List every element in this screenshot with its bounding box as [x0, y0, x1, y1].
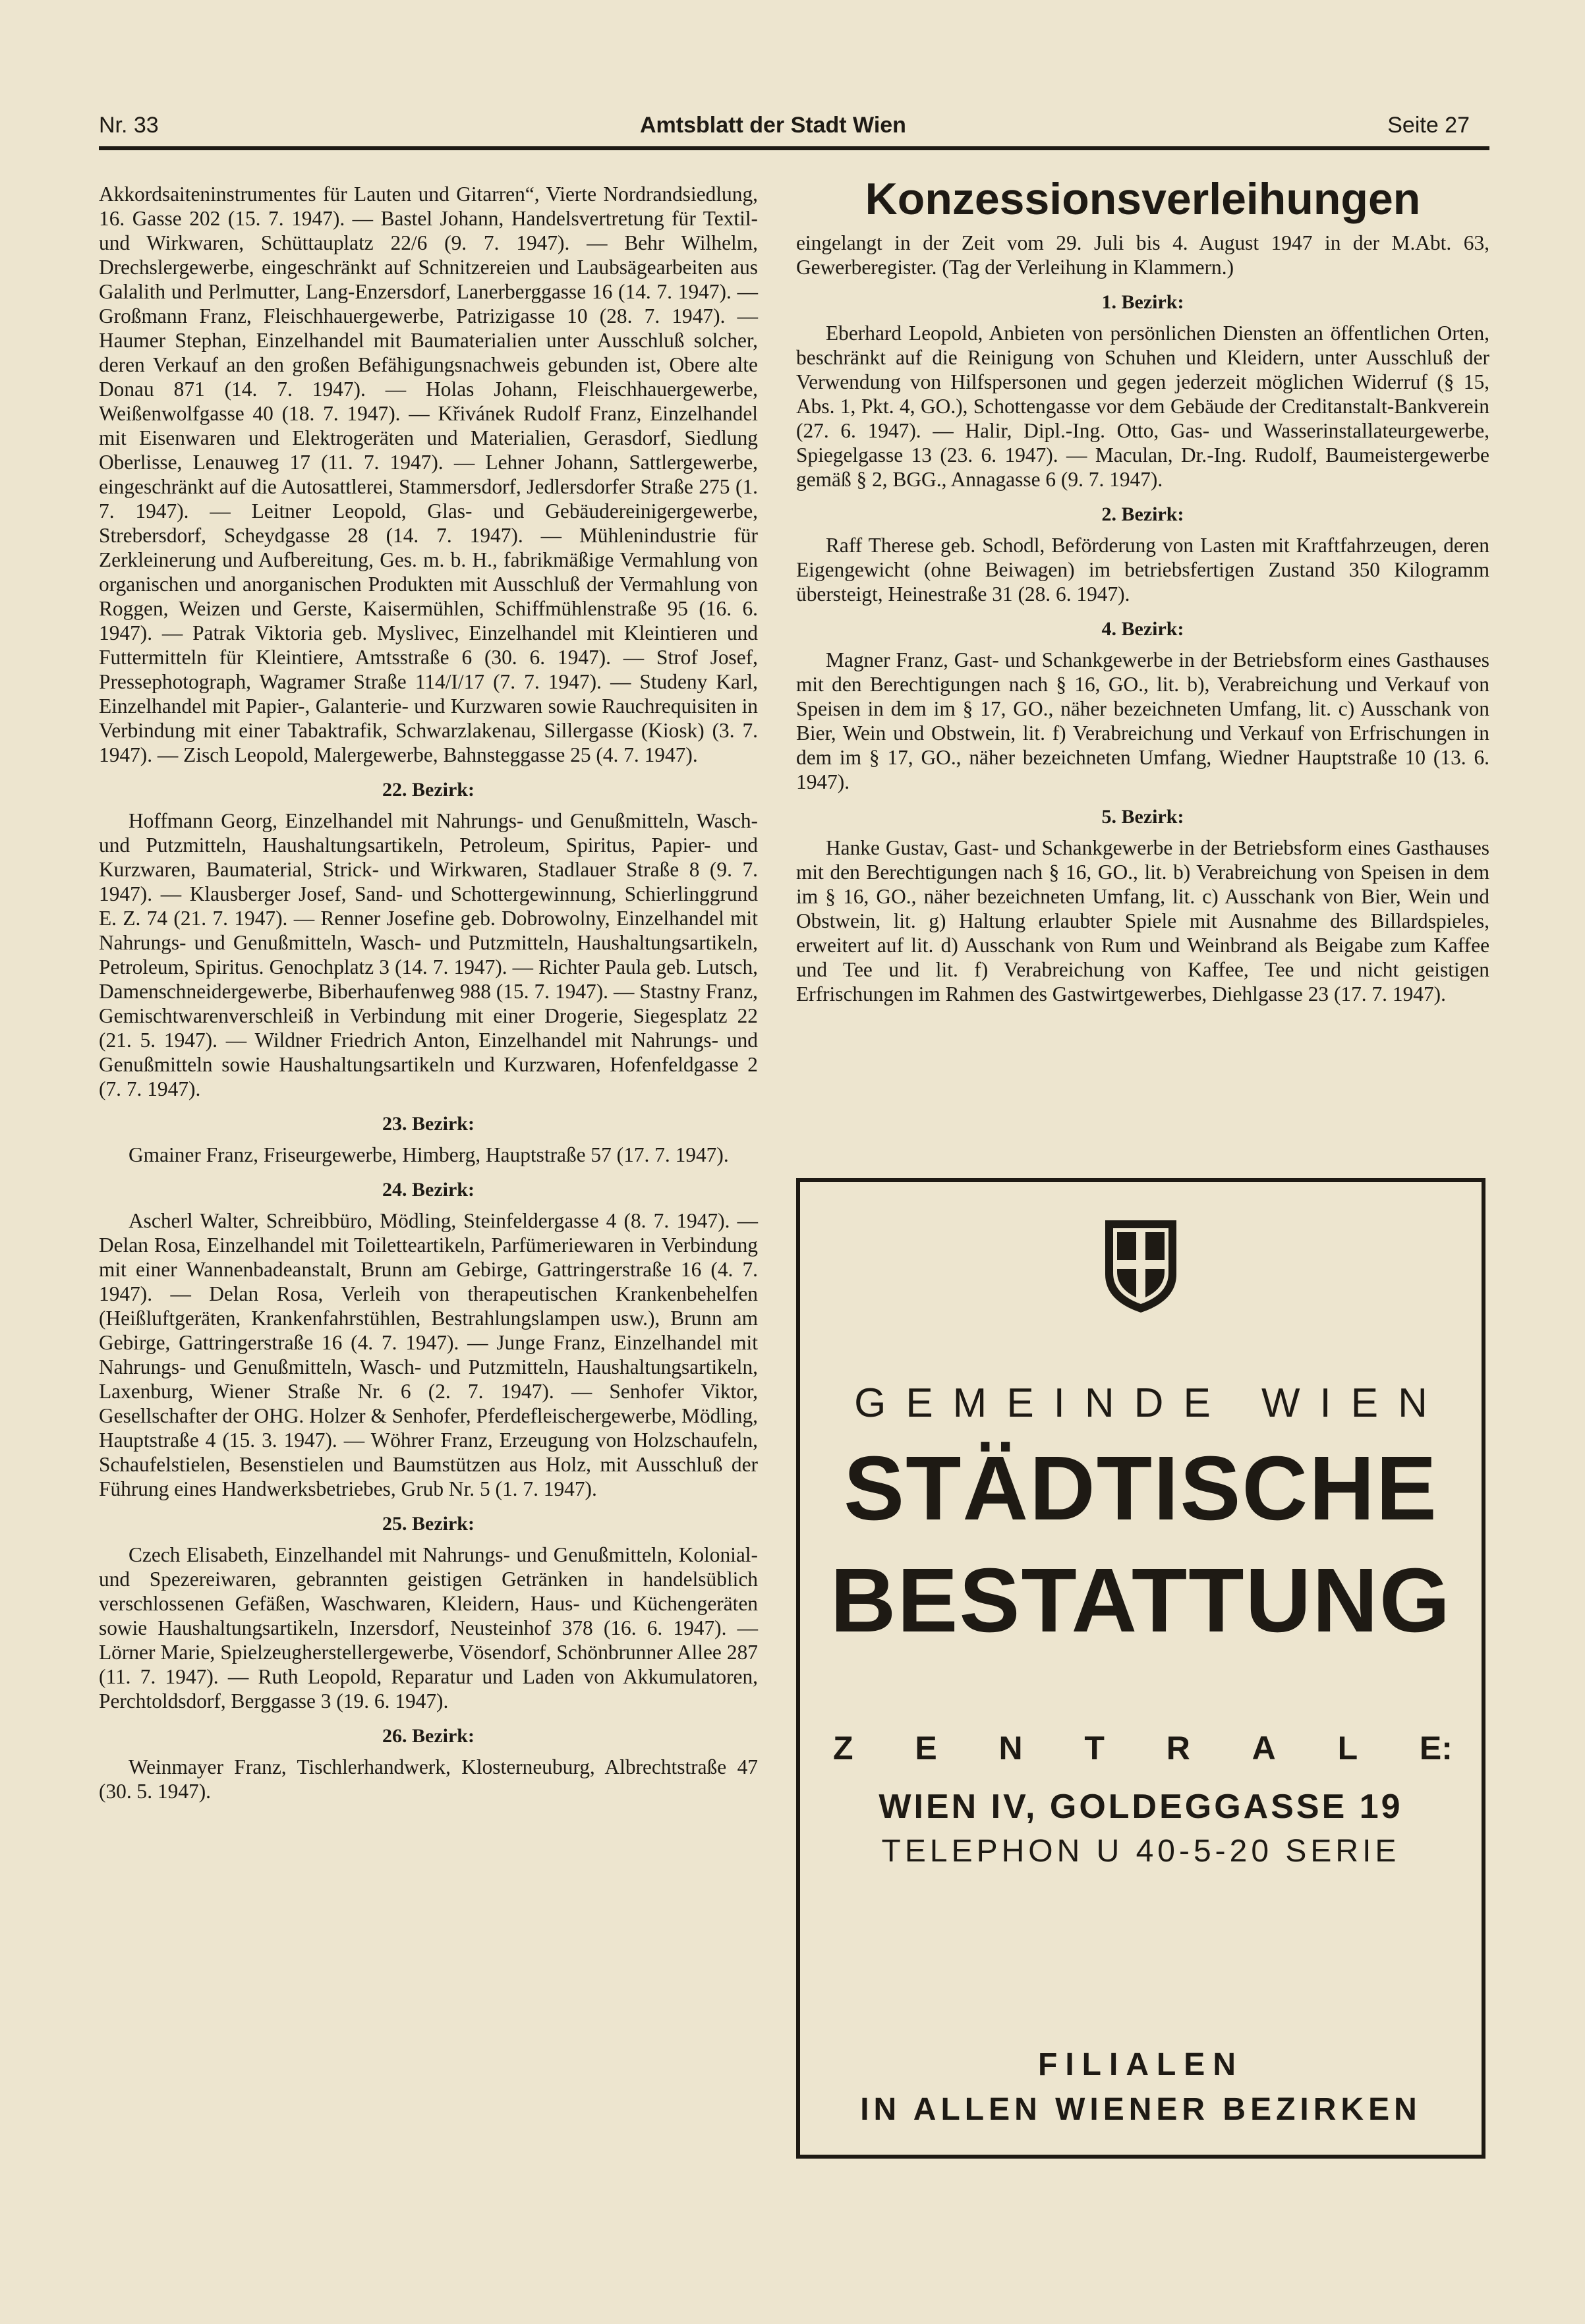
district-paragraph: Weinmayer Franz, Tischlerhandwerk, Klosterneuburg, Albrechtstraße 47 (30. 5. 1947).: [99, 1755, 758, 1803]
ad-address: WIEN IV, GOLDEGGASSE 19: [879, 1788, 1403, 1826]
district-heading: 23. Bezirk:: [382, 1113, 475, 1135]
funeral-service-advertisement: [796, 1178, 1485, 2159]
zentrale-letter: E:: [1419, 1730, 1453, 1767]
ad-phone: TELEPHON U 40-5-20 SERIE: [881, 1834, 1400, 1869]
district-paragraph: Ascherl Walter, Schreibbüro, Mödling, Steinfeldergasse 4 (8. 7. 1947). — Delan Rosa, Einzelhandel mit Toiletteartikeln, Parfümeriewaren in Verbindung mit einer Wannenbadeanstalt, Brunn am Gebirge, Gattringerstraße 16 (4. 7. 1947). — Delan Rosa, Verleih von therapeutischen Krankenbehelfen (Heißluftgeräten, Krankenfahrstühlen, Bestrahlungslampen usw.), Brunn am Gebirge, Gattringerstraße 16 (4. 7. 1947). — Junge Franz, Einzelhandel mit Nahrungs- und Genußmitteln, Wasch- und Putzmitteln, Haushaltungsartikeln, Laxenburg, Wiener Straße Nr. 6 (2. 7. 1947). — Senhofer Viktor, Gesellschafter der OHG. Holzer & Senhofer, Pferdefleischergewerbe, Mödling, Hauptstraße 4 (15. 3. 1947). — Wöhrer Franz, Erzeugung von Holzschaufeln, Schaufelstielen, Besenstielen und Baumstützen aus Holz, mit Ausschluß der Führung eines Handwerksbetriebes, Grub Nr. 5 (1. 7. 1947).: [99, 1209, 758, 1500]
district-heading: 26. Bezirk:: [382, 1725, 475, 1747]
zentrale-letter: N: [998, 1730, 1023, 1767]
district-heading: 1. Bezirk:: [1101, 291, 1184, 313]
district-heading: 22. Bezirk:: [382, 779, 475, 801]
zentrale-letter: R: [1166, 1730, 1190, 1767]
district-paragraph: Eberhard Leopold, Anbieten von persönlichen Diensten an öffentlichen Orten, beschränkt auf die Reinigung von Schuhen und Kleidern, unter Ausschluß der Verwendung von Hilfspersonen und gegen jederzeit möglichen Widerruf (§ 15, Abs. 1, Pkt. 4, GO.), Schottengasse vor dem Gebäude der Creditanstalt-Bankverein (27. 6. 1947). — Halir, Dipl.-Ing. Otto, Gas- und Wasserinstallateurgewerbe, Spiegelgasse 13 (23. 6. 1947). — Maculan, Dr.-Ing. Rudolf, Baumeistergewerbe gemäß § 2, BGG., Annagasse 6 (9. 7. 1947).: [796, 322, 1489, 491]
district-paragraph: Magner Franz, Gast- und Schankgewerbe in der Betriebsform eines Gasthauses mit den Berechtigungen nach § 16, GO., lit. b), Verabreichung und Verkauf von Speisen in dem im § 17, GO., näher bezeichneten Umfang, lit. c) Ausschank von Bier, Wein und Obstwein, lit. f) Verabreichung und Verkauf von Erfrischungen in dem im § 17, GO., näher bezeichneten Umfang, Wiedner Hauptstraße 10 (13. 6. 1947).: [796, 648, 1489, 793]
zentrale-letter: E: [915, 1730, 937, 1767]
zentrale-letter: A: [1252, 1730, 1276, 1767]
district-paragraph: Raff Therese geb. Schodl, Beförderung von Lasten mit Kraftfahrzeugen, deren Eigengewicht (ohne Beiwagen) im betriebsfertigen Zustand 350 Kilogramm übersteigt, Heinestraße 31 (28. 6. 1947).: [796, 534, 1489, 606]
ad-filialen: FILIALEN: [1038, 2047, 1244, 2082]
left-intro-paragraph: Akkordsaiteninstrumentes für Lauten und Gitarren“, Vierte Nordrandsiedlung, 16. Gasse 202 (15. 7. 1947). — Bastel Johann, Handelsvertretung für Textil- und Wirkwaren, Schüttauplatz 22/6 (9. 7. 1947). — Behr Wilhelm, Drechslergewerbe, eingeschränkt auf Schnitzereien und Laubsägearbeiten aus Galalith und Perlmutter, Lang-Enzersdorf, Lanerberggasse 16 (14. 7. 1947). — Großmann Franz, Fleischhauergewerbe, Patrizigasse 10 (28. 7. 1947). — Haumer Stephan, Einzelhandel mit Baumaterialien unter Ausschluß solcher, deren Verkauf an den großen Befähigungsnachweis gebunden ist, Obere alte Donau 871 (14. 7. 1947). — Holas Johann, Fleischhauergewerbe, Weißenwolfgasse 40 (18. 7. 1947). — Křivánek Rudolf Franz, Einzelhandel mit Eisenwaren und Elektrogeräten und Materialien, Gerasdorf, Siedlung Oberlisse, Lenauweg 17 (11. 7. 1947). — Lehner Johann, Sattlergewerbe, eingeschränkt auf die Autosattlerei, Stammersdorf, Jedlersdorfer Straße 275 (1. 7. 1947). — Leitner Leopold, Glas- und Gebäudereinigergewerbe, Strebersdorf, Scheydgasse 28 (14. 7. 1947). — Mühlenindustrie für Zerkleinerung und Aufbereitung, Ges. m. b. H., fabrikmäßige Vermahlung von organischen und anorganischen Produkten mit Ausschluß der Vermahlung von Roggen, Weizen und Gerste, Kaisermühlen, Schiffmühlenstraße 95 (16. 6. 1947). — Patrak Viktoria geb. Myslivec, Einzelhandel mit Kleintieren und Futtermitteln für Kleintiere, Amtsstraße 6 (30. 6. 1947). — Strof Josef, Pressephotograph, Wagramer Straße 114/I/17 (7. 7. 1947). — Studeny Karl, Einzelhandel mit Papier-, Galanterie- und Kurzwaren sowie Rauchrequisiten in Verbindung mit einer Tabaktrafik, Schwarzlakenau, Sillergasse (Kiosk) (3. 7. 1947). — Zisch Leopold, Malergewerbe, Bahnsteggasse 25 (4. 7. 1947).: [99, 183, 758, 766]
issue-number: Nr. 33: [99, 112, 159, 138]
ad-headline-bestattung: BESTATTUNG: [830, 1550, 1452, 1651]
header-rule: [99, 146, 1489, 150]
ad-zentrale-line: [833, 1729, 1453, 1767]
district-heading: 24. Bezirk:: [382, 1179, 475, 1201]
zentrale-letter: T: [1084, 1730, 1105, 1767]
district-heading: 4. Bezirk:: [1101, 618, 1184, 640]
ad-gemeinde-line: GEMEINDE WIEN: [854, 1380, 1447, 1426]
section-title: Konzessionsverleihungen: [865, 174, 1421, 224]
district-heading: 25. Bezirk:: [382, 1513, 475, 1535]
right-column: [796, 231, 1489, 1006]
ad-filialen-sub: IN ALLEN WIENER BEZIRKEN: [860, 2092, 1422, 2127]
ad-headline-staedtische: STÄDTISCHE: [844, 1438, 1438, 1539]
left-column: [99, 182, 758, 1803]
district-paragraph: Hanke Gustav, Gast- und Schankgewerbe in der Betriebsform eines Gasthauses mit den Berechtigungen nach § 16, GO., lit. b) Verabreichung von Speisen in dem im § 16, GO., näher bezeichneten Umfang, lit. c) Ausschank von Bier, Wein und Obstwein, lit. g) Haltung erlaubter Spiele mit Ausnahme des Billardspieles, erweitert auf lit. d) Ausschank von Rum und Weinbrand als Beigabe zum Kaffee und Tee und lit. f) Verabreichung von Kaffee, Tee und nicht geistigen Erfrischungen im Rahmen des Gastwirtgewerbes, Diehlgasse 23 (17. 7. 1947).: [796, 836, 1489, 1006]
vienna-coat-of-arms-icon: [1101, 1216, 1180, 1315]
page-header: [99, 105, 1470, 145]
district-heading: 5. Bezirk:: [1101, 806, 1184, 828]
page-number: Seite 27: [1387, 112, 1470, 138]
district-heading: 2. Bezirk:: [1101, 503, 1184, 525]
right-intro-paragraph: eingelangt in der Zeit vom 29. Juli bis 4. August 1947 in der M.Abt. 63, Gewerberegister. (Tag der Verleihung in Klammern.): [796, 231, 1489, 279]
district-paragraph: Gmainer Franz, Friseurgewerbe, Himberg, Hauptstraße 57 (17. 7. 1947).: [129, 1143, 729, 1166]
zentrale-letter: L: [1337, 1730, 1358, 1767]
publication-title: Amtsblatt der Stadt Wien: [640, 112, 906, 138]
district-paragraph: Hoffmann Georg, Einzelhandel mit Nahrungs- und Genußmitteln, Wasch- und Putzmitteln, Haushaltungsartikeln, Petroleum, Spiritus, Papier- und Kurzwaren, Baumaterial, Strick- und Wirkwaren, Stadlauer Straße 8 (9. 7. 1947). — Klausberger Josef, Sand- und Schottergewinnung, Schierlinggrund E. Z. 74 (21. 7. 1947). — Renner Josefine geb. Dobrowolny, Einzelhandel mit Nahrungs- und Genußmitteln, Wasch- und Putzmitteln, Haushaltungsartikeln, Petroleum, Spiritus. Genochplatz 3 (14. 7. 1947). — Richter Paula geb. Lutsch, Damenschneidergewerbe, Biberhaufenweg 988 (15. 7. 1947). — Stastny Franz, Gemischtwarenverschleiß in Verbindung mit einer Drogerie, Siegesplatz 22 (21. 5. 1947). — Wildner Friedrich Anton, Einzelhandel mit Nahrungs- und Genußmitteln sowie Haushaltungsartikeln und Kurzwaren, Hofenfeldgasse 2 (7. 7. 1947).: [99, 809, 758, 1100]
zentrale-letter: Z: [833, 1730, 853, 1767]
district-paragraph: Czech Elisabeth, Einzelhandel mit Nahrungs- und Genußmitteln, Kolonial- und Spezereiwaren, gebrannten geistigen Getränken in handelsüblich verschlossenen Gefäßen, Waschwaren, Kleidern, Haus- und Küchengeräten sowie Haushaltungsartikeln, Inzersdorf, Neusteinhof 378 (16. 6. 1947). — Lörner Marie, Spielzeugherstellergewerbe, Vösendorf, Schönbrunner Allee 287 (11. 7. 1947). — Ruth Leopold, Reparatur und Laden von Akkumulatoren, Perchtoldsdorf, Berggasse 3 (19. 6. 1947).: [99, 1543, 758, 1713]
